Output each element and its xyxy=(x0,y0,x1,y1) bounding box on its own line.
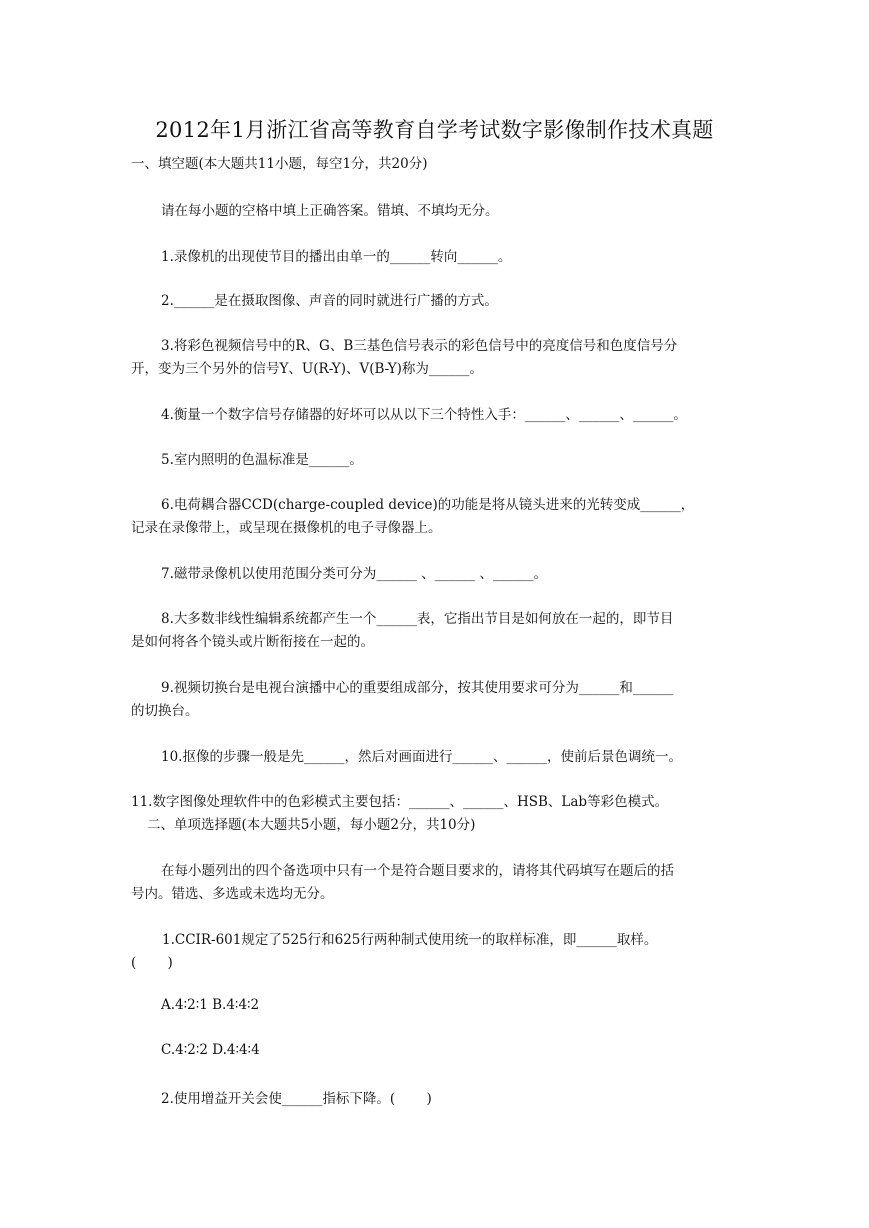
question-6-line-1: 6.电荷耦合器CCD(charge-coupled device)的功能是将从镜头进来的光转变成______， xyxy=(161,497,695,513)
choice-question-1-line-2: ( ) xyxy=(131,955,173,971)
section2-instruction-line-1: 在每小题列出的四个备选项中只有一个是符合题目要求的，请将其代码填写在题后的括 xyxy=(161,863,674,879)
question-6-line-2: 记录在录像带上，或呈现在摄像机的电子寻像器上。 xyxy=(131,520,442,536)
question-3-line-1: 3.将彩色视频信号中的R、G、B三基色信号表示的彩色信号中的亮度信号和色度信号分 xyxy=(161,338,678,354)
choice-question-1-options-cd: C.4∶2∶2 D.4∶4∶4 xyxy=(161,1042,260,1058)
question-7: 7.磁带录像机以使用范围分类可分为______ 、______ 、______。 xyxy=(161,566,547,582)
question-3-line-2: 开，变为三个另外的信号Y、U(R-Y)、V(B-Y)称为______。 xyxy=(131,361,483,377)
question-5: 5.室内照明的色温标准是______。 xyxy=(161,452,363,468)
question-4: 4.衡量一个数字信号存储器的好坏可以从以下三个特性入手：______、______、______。 xyxy=(161,407,687,423)
section1-instruction: 请在每小题的空格中填上正确答案。错填、不填均无分。 xyxy=(161,203,499,219)
question-8-line-1: 8.大多数非线性编辑系统都产生一个______表，它指出节目是如何放在一起的，即节目 xyxy=(161,611,674,627)
section1-heading: 一、填空题(本大题共11小题，每空1分，共20分) xyxy=(131,156,428,172)
choice-question-2: 2.使用增益开关会使______指标下降。( ) xyxy=(161,1091,432,1107)
question-1: 1.录像机的出现使节目的播出由单一的______转向______。 xyxy=(161,249,512,265)
section2-instruction-line-2: 号内。错选、多选或未选均无分。 xyxy=(131,886,334,902)
question-9-line-2: 的切换台。 xyxy=(131,703,199,719)
question-10: 10.抠像的步骤一般是先______，然后对画面进行______、______，使前后景色调统一。 xyxy=(161,749,682,765)
question-9-line-1: 9.视频切换台是电视台演播中心的重要组成部分，按其使用要求可分为______和______ xyxy=(161,680,674,696)
question-2: 2.______是在摄取图像、声音的同时就进行广播的方式。 xyxy=(161,293,498,309)
question-11: 11.数字图像处理软件中的色彩模式主要包括：______、______、HSB、Lab等彩色模式。 xyxy=(131,794,669,810)
page-title: 2012年1月浙江省高等教育自学考试数字影像制作技术真题 xyxy=(155,118,714,142)
section2-heading: 二、单项选择题(本大题共5小题，每小题2分，共10分) xyxy=(147,817,476,833)
choice-question-1-line-1: 1.CCIR-601规定了525行和625行两种制式使用统一的取样标准，即______取样。 xyxy=(162,932,658,948)
choice-question-1-options-ab: A.4∶2∶1 B.4∶4∶2 xyxy=(161,997,260,1013)
question-8-line-2: 是如何将各个镜头或片断衔接在一起的。 xyxy=(131,634,374,650)
